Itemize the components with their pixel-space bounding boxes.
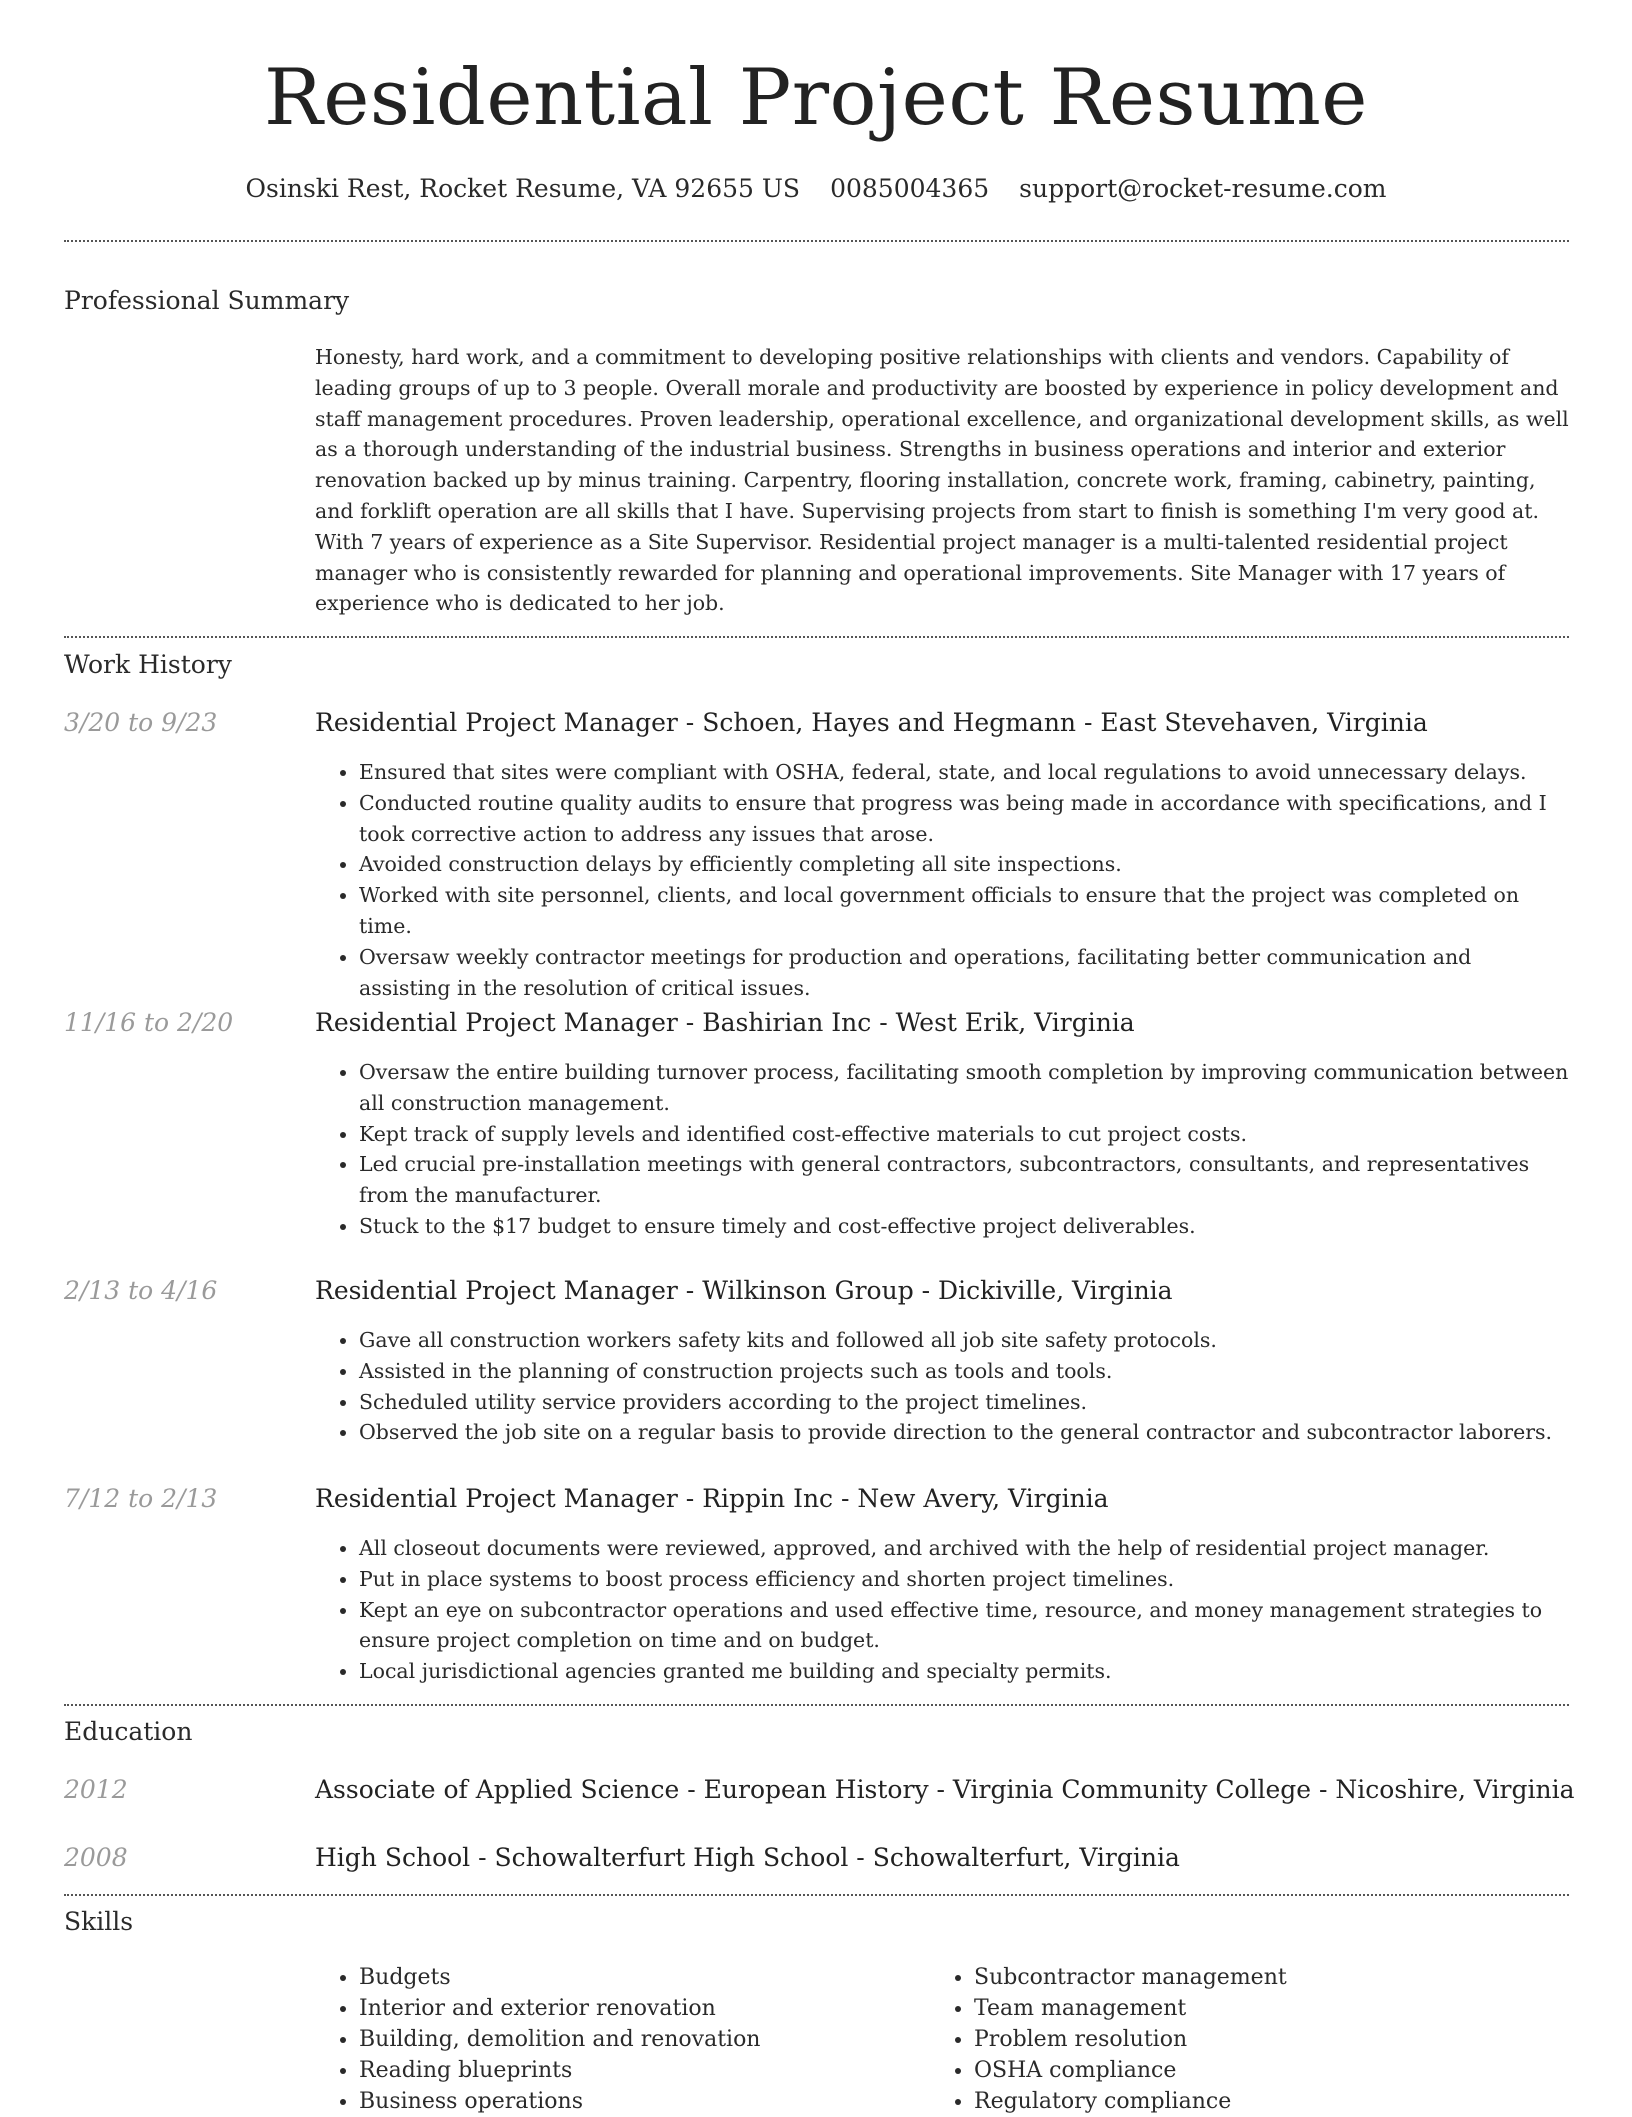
job-bullet: • Oversaw weekly contractor meetings for production and operations, facilitating better communication and assisting in the resolution of critical issues. [359,942,1569,1004]
job-bullets [315,1325,1569,1448]
job-bullet: • Oversaw the entire building turnover process, facilitating smooth completion by improving communication between all construction management. [359,1057,1569,1119]
job-bullet: • Scheduled utility service providers according to the project timelines. [359,1387,1569,1418]
education-title: Associate of Applied Science - European History - Virginia Community College - Nicoshire, Virginia [315,1775,1575,1804]
education-title: High School - Schowalterfurt High School - Schowalterfurt, Virginia [315,1843,1180,1872]
skill-item: • Building, demolition and renovation [359,2024,915,2055]
job-bullet: • Stuck to the $17 budget to ensure timely and cost-effective project deliverables. [359,1211,1569,1242]
section-divider [64,1704,1569,1706]
section-divider [64,1894,1569,1896]
job-dates: 3/20 to 9/23 [64,708,218,737]
job-bullets [315,1533,1569,1687]
job-bullets [315,757,1569,1003]
job-title: Residential Project Manager - Bashirian Inc - West Erik, Virginia [315,1008,1135,1037]
skills-list-right [930,1962,1530,2117]
job-bullet: • Ensured that sites were compliant with OSHA, federal, state, and local regulations to avoid unnecessary delays. [359,757,1569,788]
job-bullet: • Led crucial pre-installation meetings with general contractors, subcontractors, consultants, and representatives from the manufacturer. [359,1149,1569,1211]
skill-item: • Budgets [359,1962,915,1993]
job-title: Residential Project Manager - Wilkinson Group - Dickiville, Virginia [315,1276,1173,1305]
job-dates: 2/13 to 4/16 [64,1276,218,1305]
education-year: 2012 [64,1775,128,1804]
job-bullet: • Gave all construction workers safety kits and followed all job site safety protocols. [359,1325,1569,1356]
job-bullet: • Kept track of supply levels and identified cost-effective materials to cut project costs. [359,1119,1569,1150]
job-bullets [315,1057,1569,1242]
skills-heading: Skills [64,1907,134,1936]
summary-text: Honesty, hard work, and a commitment to developing positive relationships with clients and vendors. Capability of leading groups of up to 3 people. Overall morale and productivity are boosted by experience in policy development and staff management procedures. Proven leadership, operational excellence, and organizational development skills, as well as a thorough understanding of the industrial business. Strengths in business operations and interior and exterior renovation backed up by minus training. Carpentry, flooring installation, concrete work, framing, cabinetry, painting, and forklift operation are all skills that I have. Supervising projects from start to finish is something I'm very good at. With 7 years of experience as a Site Supervisor. Residential project manager is a multi-talented residential project manager who is consistently rewarded for planning and operational improvements. Site Manager with 17 years of experience who is dedicated to her job. [315,345,1569,616]
skill-item: • OSHA compliance [974,2055,1530,2086]
job-title: Residential Project Manager - Schoen, Hayes and Hegmann - East Stevehaven, Virginia [315,708,1428,737]
skill-item: • Interior and exterior renovation [359,1993,915,2024]
job-bullet: • All closeout documents were reviewed, approved, and archived with the help of residential project manager. [359,1533,1569,1564]
skill-item: • Problem resolution [974,2024,1530,2055]
contact-line [0,169,1632,209]
job-title: Residential Project Manager - Rippin Inc - New Avery, Virginia [315,1484,1109,1513]
skill-item: • Subcontractor management [974,1962,1530,1993]
skill-item: • Regulatory compliance [974,2086,1530,2117]
job-dates: 7/12 to 2/13 [64,1484,218,1513]
resume-title: Residential Project Resume [264,53,1368,143]
skill-item: • Reading blueprints [359,2055,915,2086]
contact-phone: 0085004365 [830,174,990,203]
education-year: 2008 [64,1843,128,1872]
job-bullet: • Conducted routine quality audits to ensure that progress was being made in accordance with specifications, and I took corrective action to address any issues that arose. [359,788,1569,850]
job-bullet: • Worked with site personnel, clients, and local government officials to ensure that the project was completed on time. [359,880,1569,942]
contact-address: Osinski Rest, Rocket Resume, VA 92655 US [245,174,801,203]
job-bullet: • Assisted in the planning of construction projects such as tools and tools. [359,1356,1569,1387]
job-bullet: • Kept an eye on subcontractor operations and used effective time, resource, and money management strategies to ensure project completion on time and on budget. [359,1595,1569,1657]
job-bullet: • Observed the job site on a regular basis to provide direction to the general contractor and subcontractor laborers. [359,1417,1569,1448]
education-heading: Education [64,1717,193,1746]
work-history-heading: Work History [64,650,232,679]
job-bullet: • Local jurisdictional agencies granted me building and specialty permits. [359,1656,1569,1687]
contact-email[interactable]: support@rocket-resume.com [1019,174,1387,203]
summary-heading: Professional Summary [64,286,350,315]
job-bullet: • Put in place systems to boost process efficiency and shorten project timelines. [359,1564,1569,1595]
skills-list-left [315,1962,915,2117]
skill-item: • Business operations [359,2086,915,2117]
job-bullet: • Avoided construction delays by efficiently completing all site inspections. [359,849,1569,880]
section-divider [64,240,1569,242]
section-divider [64,636,1569,638]
job-dates: 11/16 to 2/20 [64,1008,234,1037]
skill-item: • Team management [974,1993,1530,2024]
